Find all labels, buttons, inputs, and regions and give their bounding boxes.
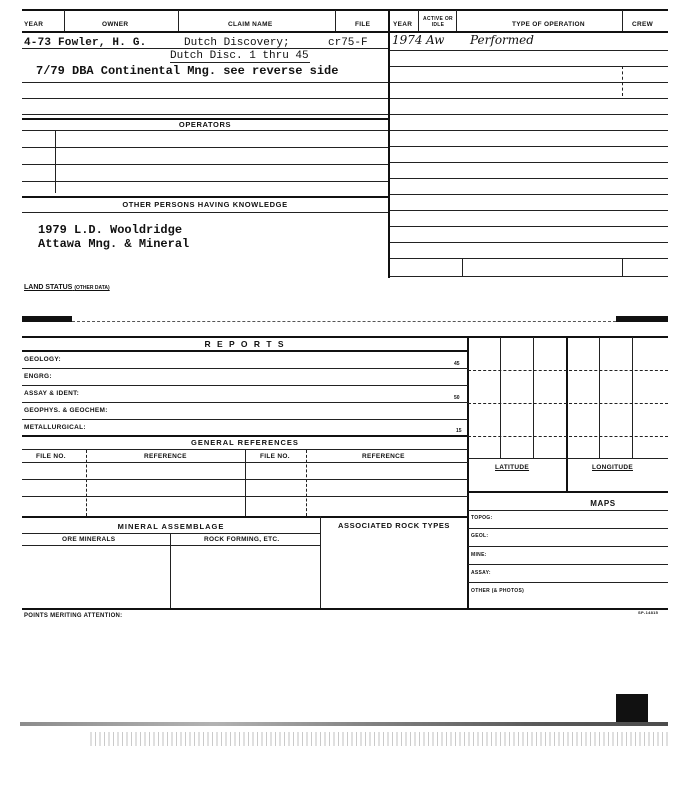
points-meriting-attention: POINTS MERITING ATTENTION: [24, 613, 123, 619]
header-rule [22, 31, 668, 33]
report-assay: ASSAY & IDENT: [24, 390, 80, 397]
header-year: YEAR [24, 21, 44, 28]
land-status-label: LAND STATUS (OTHER DATA) [24, 284, 110, 291]
ref-file-no-1: FILE NO. [36, 453, 66, 460]
ref-reference-2: REFERENCE [362, 453, 405, 460]
header-owner: OWNER [102, 21, 129, 28]
ref-file-no-2: FILE NO. [260, 453, 290, 460]
other-persons-title: OTHER PERSONS HAVING KNOWLEDGE [122, 200, 288, 209]
longitude-label: LONGITUDE [592, 464, 633, 471]
top-rule [22, 9, 668, 11]
other-person-1: 1979 L.D. Wooldridge [38, 223, 183, 237]
scan-mark-right [616, 316, 668, 322]
scan-mark-left [22, 316, 72, 322]
report-geophys: GEOPHYS. & GEOCHEM: [24, 407, 108, 414]
rock-forming-label: ROCK FORMING, ETC. [204, 536, 280, 543]
scan-noise [90, 732, 668, 746]
scan-block [616, 694, 648, 722]
general-references-title: GENERAL REFERENCES [191, 438, 299, 447]
header-crew: CREW [632, 21, 654, 28]
form-code: SP-14815 [638, 610, 659, 615]
map-geol: GEOL: [471, 533, 489, 539]
mineral-assemblage-title: MINERAL ASSEMBLAGE [117, 522, 225, 531]
report-engrg: ENGRG: [24, 373, 52, 380]
maps-title: MAPS [590, 499, 616, 508]
operators-title: OPERATORS [178, 120, 232, 129]
scan-smudge-line [20, 722, 668, 726]
other-person-2: Attawa Mng. & Mineral [38, 237, 190, 251]
header-claim-name: CLAIM NAME [228, 21, 273, 28]
map-assay: ASSAY: [471, 570, 491, 576]
map-other-photos: OTHER (& PHOTOS) [471, 588, 525, 594]
map-topog: TOPOG: [471, 515, 493, 521]
file-row-1: cr75-F [328, 37, 368, 49]
claim-row-2: Dutch Disc. 1 thru 45 [170, 50, 309, 62]
map-mine: MINE: [471, 552, 487, 558]
header-year-2: YEAR [393, 21, 413, 28]
report-metallurgical: METALLURGICAL: [24, 424, 86, 431]
ops-year: 1974 [392, 33, 423, 47]
ore-minerals-label: ORE MINERALS [62, 536, 116, 543]
latitude-label: LATITUDE [495, 464, 530, 471]
reports-title: R E P O R T S [204, 339, 286, 349]
associated-rock-types-label: ASSOCIATED ROCK TYPES [337, 521, 451, 530]
right-panel-divider [467, 336, 469, 608]
claim-row-1: Dutch Discovery; [184, 37, 290, 49]
report-geology: GEOLOGY: [24, 356, 61, 363]
owner-row-1: 4-73 Fowler, H. G. [24, 37, 147, 49]
ops-type: Performed [470, 33, 534, 47]
header-type-of-operation: TYPE OF OPERATION [512, 21, 585, 28]
report-assay-num: 50 [454, 395, 460, 401]
ops-status: Aw [426, 33, 445, 47]
report-metallurgical-num: 15 [456, 428, 462, 434]
owner-row-3: 7/79 DBA Continental Mng. see reverse side [36, 64, 339, 78]
header-active-idle: ACTIVE OR IDLE [423, 16, 453, 28]
report-geology-num: 45 [454, 361, 460, 367]
header-file: FILE [355, 21, 371, 28]
ref-reference-1: REFERENCE [144, 453, 187, 460]
